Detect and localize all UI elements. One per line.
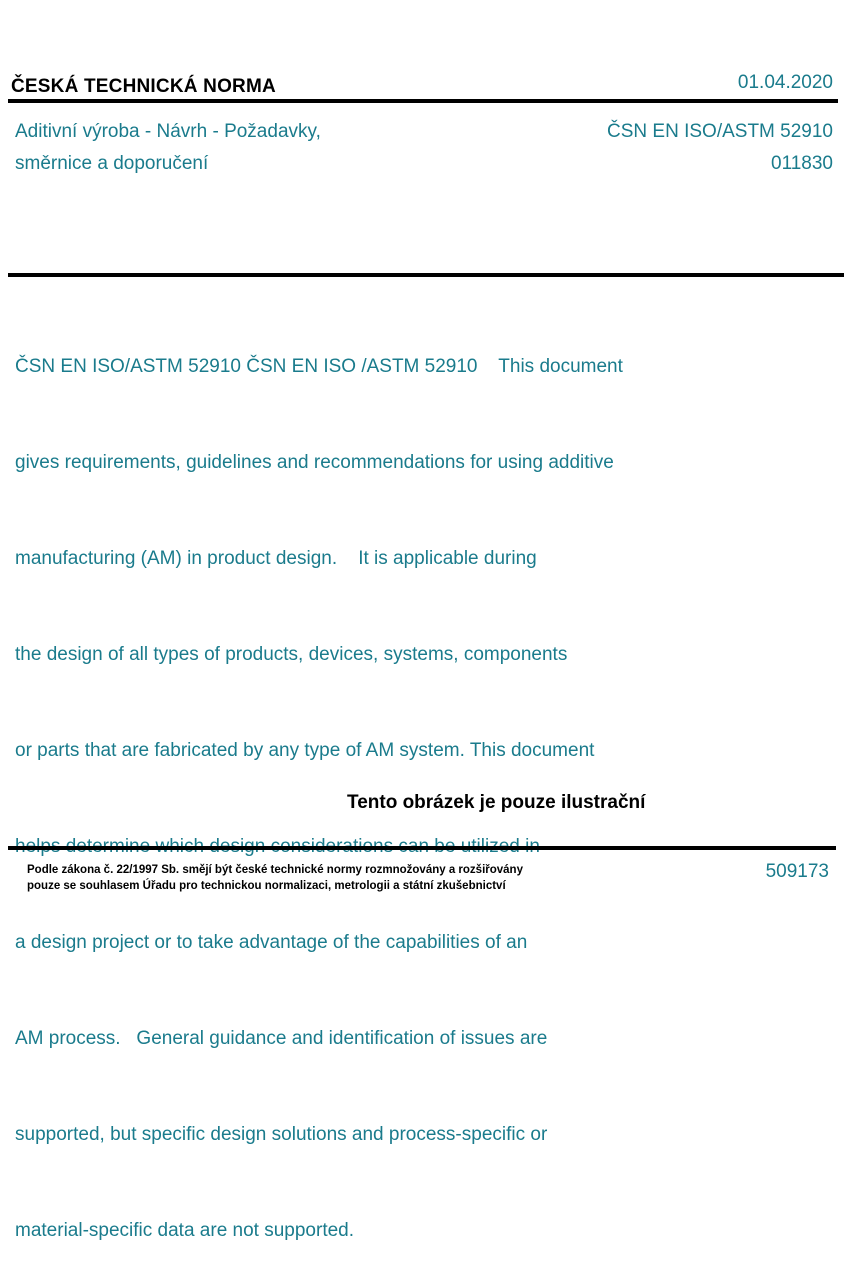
abstract-line: the design of all types of products, devices, systems, components [15, 644, 568, 665]
document-number: 509173 [765, 861, 829, 882]
legal-line: Podle zákona č. 22/1997 Sb. smějí být české technické normy rozmnožovány a rozšiřovány [27, 864, 523, 876]
abstract-line: gives requirements, guidelines and recommendations for using additive [15, 452, 614, 473]
abstract-line: a design project or to take advantage of the capabilities of an [15, 932, 528, 953]
bottom-divider [8, 846, 836, 850]
header-title: ČESKÁ TECHNICKÁ NORMA [11, 76, 276, 97]
abstract-line: ČSN EN ISO/ASTM 52910 ČSN EN ISO /ASTM 52910 This document [15, 356, 623, 377]
abstract-line: material-specific data are not supported. [15, 1220, 355, 1241]
illustrative-notice: Tento obrázek je pouze ilustrační [347, 792, 646, 813]
abstract-line: supported, but specific design solutions and process-specific or [15, 1124, 548, 1145]
top-divider [8, 99, 838, 103]
header-date: 01.04.2020 [737, 72, 833, 93]
legal-line: pouze se souhlasem Úřadu pro technickou normalizaci, metrologii a státní zkušebnictví [27, 880, 506, 892]
standard-codes [607, 116, 833, 180]
abstract-line: or parts that are fabricated by any type of AM system. This document [15, 740, 595, 761]
standard-subject [15, 116, 321, 180]
subject-line: Aditivní výroba - Návrh - Požadavky, [15, 121, 321, 142]
classification-code: 011830 [771, 153, 833, 174]
abstract-line: manufacturing (AM) in product design. It is applicable during [15, 548, 537, 569]
middle-divider [8, 273, 844, 277]
abstract-line: AM process. General guidance and identification of issues are [15, 1028, 548, 1049]
abstract-text [15, 287, 623, 1279]
subject-line: směrnice a doporučení [15, 153, 209, 174]
legal-notice [27, 862, 523, 894]
standard-code: ČSN EN ISO/ASTM 52910 [607, 121, 833, 142]
